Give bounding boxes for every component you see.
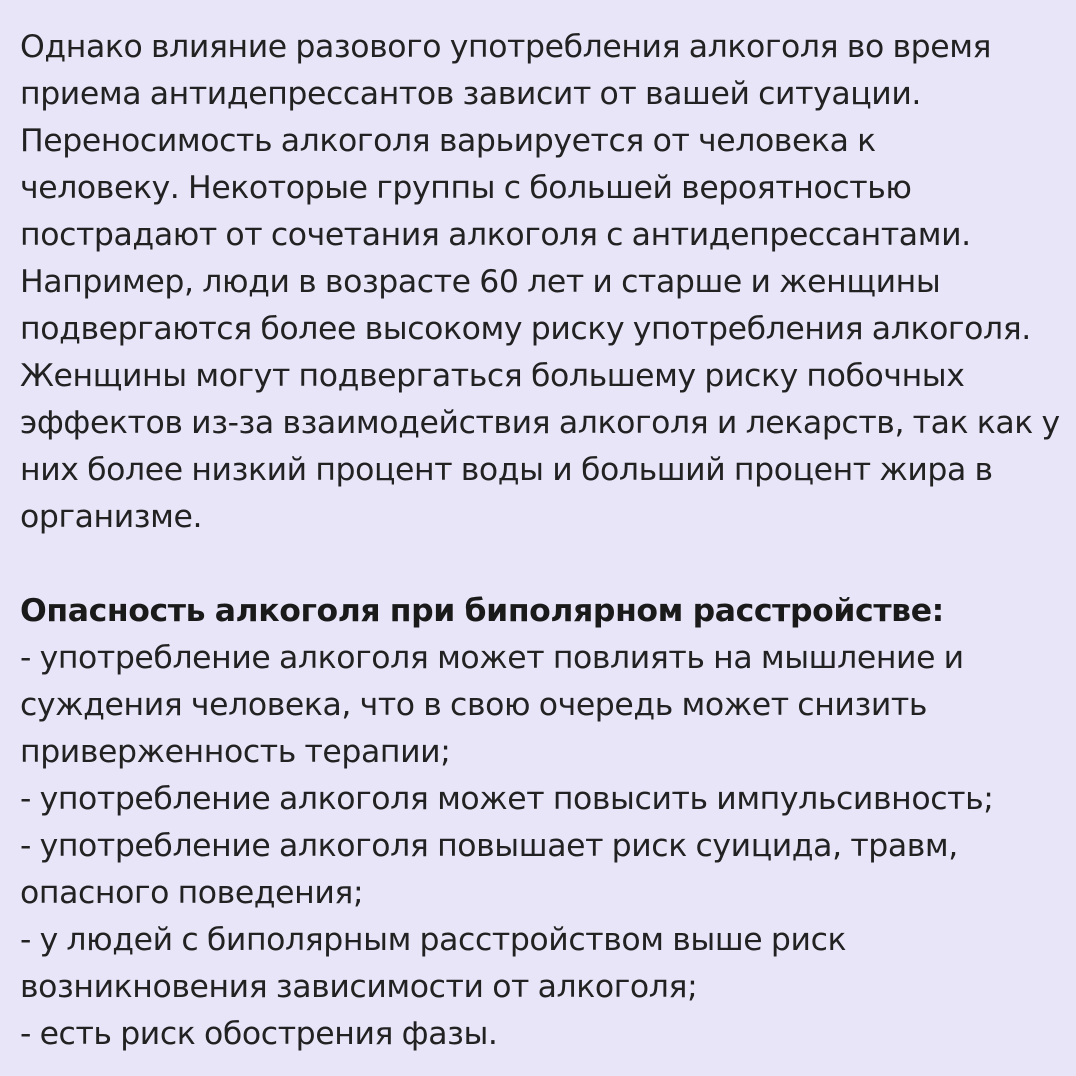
list-item-line: суждения человека, что в свою очередь может снизить (20, 687, 928, 723)
spacer (20, 541, 1060, 588)
list-item-line: опасного поведения; (20, 875, 364, 911)
paragraph-line: Переносимость алкоголя варьируется от человека к (20, 123, 876, 159)
paragraph-line: Женщины могут подвергаться большему риску побочных (20, 358, 965, 394)
list-item-line: - употребление алкоголя повышает риск суицида, травм, (20, 828, 958, 864)
list-item-line: - у людей с биполярным расстройством выше риск (20, 922, 847, 958)
list-item-line: возникновения зависимости от алкоголя; (20, 969, 698, 1005)
paragraph-line: подвергаются более высокому риску употребления алкоголя. (20, 311, 1031, 347)
paragraph-line: пострадают от сочетания алкоголя с антидепрессантами. (20, 217, 971, 253)
paragraph-line: приема антидепрессантов зависит от вашей ситуации. (20, 76, 922, 112)
list-item-line: - употребление алкоголя может повысить импульсивность; (20, 781, 994, 817)
list-item-line: приверженность терапии; (20, 734, 451, 770)
paragraph-line: них более низкий процент воды и больший процент жира в (20, 452, 993, 488)
section-heading: Опасность алкоголя при биполярном расстройстве: (20, 593, 944, 629)
list-item-line: - употребление алкоголя может повлиять на мышление и (20, 640, 964, 676)
paragraph-line: человеку. Некоторые группы с большей вероятностью (20, 170, 912, 206)
paragraph-line: Однако влияние разового употребления алкоголя во время (20, 29, 992, 65)
intro-paragraph (20, 24, 1060, 541)
bipolar-section (20, 588, 1060, 1058)
list-item-line: - есть риск обострения фазы. (20, 1016, 498, 1052)
paragraph-line: эффектов из-за взаимодействия алкоголя и лекарств, так как у (20, 405, 1060, 441)
paragraph-line: Например, люди в возрасте 60 лет и старше и женщины (20, 264, 941, 300)
paragraph-line: организме. (20, 499, 203, 535)
